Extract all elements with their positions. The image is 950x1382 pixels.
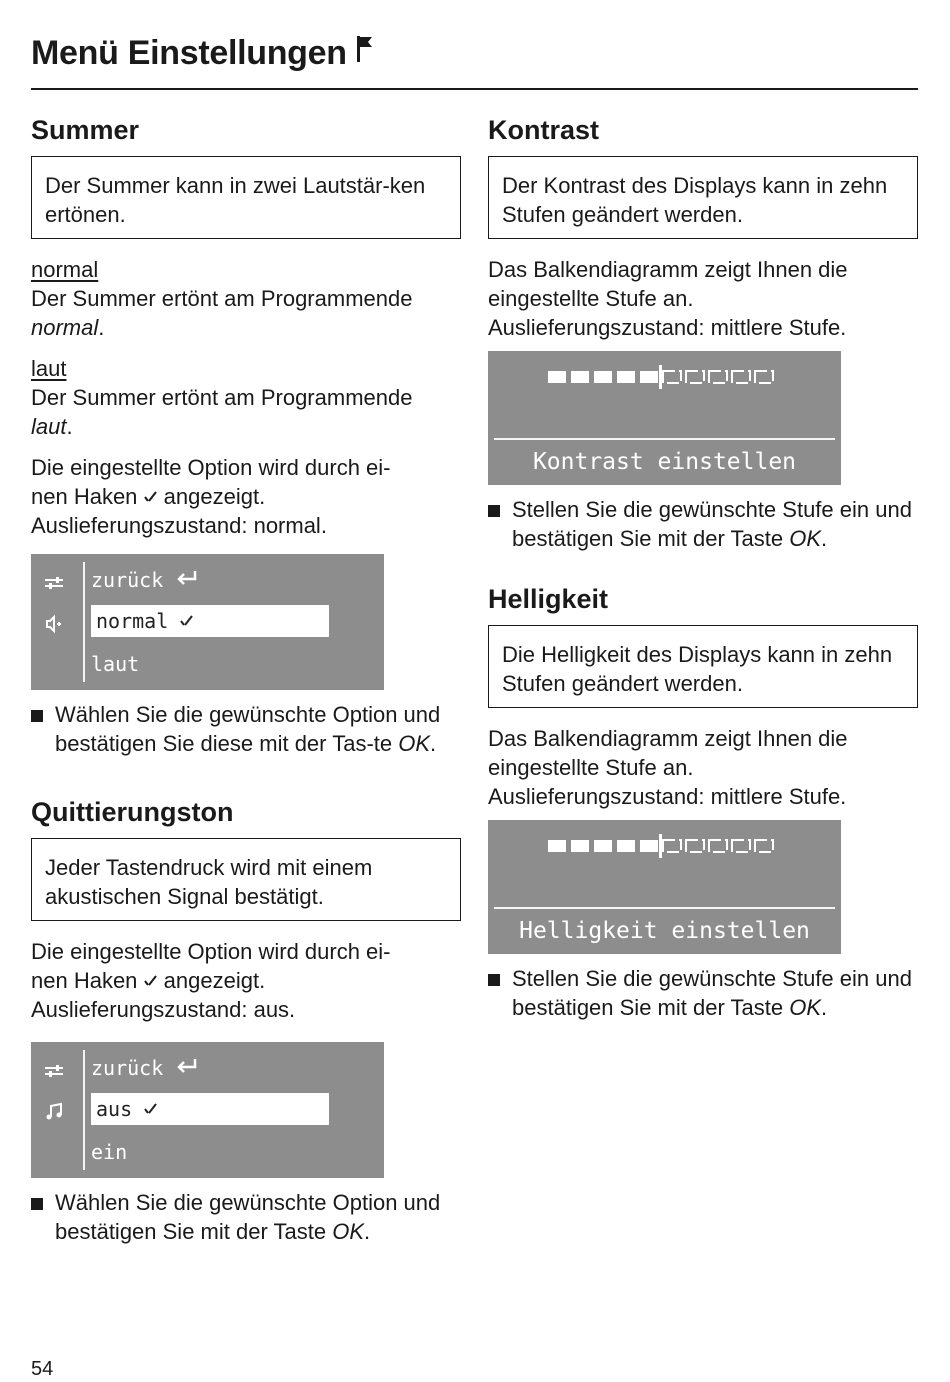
summer-display	[31, 554, 384, 690]
display-divider	[494, 438, 835, 440]
helligkeit-display	[488, 820, 841, 954]
display-selected-row	[91, 1093, 329, 1125]
level-segment	[594, 840, 612, 852]
hint-line-2b: angezeigt.	[163, 968, 266, 993]
level-marker	[659, 834, 662, 858]
display-selected-label: normal	[96, 609, 169, 633]
kontrast-display	[488, 351, 841, 485]
summer-info-box: Der Summer kann in zwei Lautstär-ken ertönen.	[31, 156, 461, 239]
section-summer	[31, 112, 461, 758]
display-selected-row	[91, 605, 329, 637]
summer-hint	[31, 453, 461, 540]
summer-option-normal: normal Der Summer ertönt am Programmende normal.	[31, 257, 413, 340]
level-segment	[732, 371, 750, 383]
ok-key-label: OK	[789, 995, 822, 1020]
helligkeit-heading: Helligkeit	[488, 584, 609, 614]
bullet-square-icon	[31, 1198, 43, 1210]
bullet-square-icon	[488, 505, 500, 517]
level-segment	[548, 371, 566, 383]
right-column	[488, 112, 918, 1022]
ok-key-label: OK	[332, 1219, 365, 1244]
display-selected-label: aus	[96, 1097, 133, 1121]
level-segment	[640, 840, 658, 852]
summer-option-laut: laut Der Summer ertönt am Programmende laut.	[31, 356, 413, 439]
level-segment	[663, 840, 681, 852]
music-note-icon	[43, 1101, 65, 1123]
option-laut-desc: Der Summer ertönt am Programmende	[31, 385, 413, 410]
section-quittierungston	[31, 794, 461, 1246]
hint-line-2b: angezeigt.	[163, 484, 266, 509]
hint-line-2a: nen Haken	[31, 484, 138, 509]
flag-icon	[355, 34, 377, 73]
summer-instruction	[31, 700, 461, 758]
display-other-label: laut	[91, 652, 140, 676]
desc-line-1: Das Balkendiagramm zeigt Ihnen die	[488, 726, 848, 751]
display-back-row	[91, 568, 199, 592]
bullet-square-icon	[488, 974, 500, 986]
checkmark-icon	[180, 609, 194, 633]
helligkeit-default: Auslieferungszustand: mittlere Stufe.	[488, 784, 847, 809]
return-arrow-icon	[175, 568, 199, 592]
quittierungston-display	[31, 1042, 384, 1178]
speaker-icon	[43, 613, 65, 635]
display-divider	[494, 907, 835, 909]
display-caption: Kontrast einstellen	[532, 449, 797, 475]
helligkeit-info-box: Die Helligkeit des Displays kann in zehn Stufen geändert werden.	[488, 625, 918, 708]
kontrast-description	[488, 255, 918, 342]
quittierungston-heading: Quittierungston	[31, 797, 234, 827]
page-title	[31, 34, 377, 73]
level-segment	[732, 840, 750, 852]
instruction-end: .	[364, 1219, 371, 1244]
desc-line-2: eingestellte Stufe an.	[488, 286, 694, 311]
settings-sliders-icon	[43, 572, 65, 594]
level-segment	[594, 371, 612, 383]
hint-line-1: Die eingestellte Option wird durch ei-	[31, 455, 391, 480]
instruction-text: Stellen Sie die gewünschte Stufe ein und bestätigen Sie mit der Taste	[512, 497, 912, 551]
quittierungston-info-box: Jeder Tastendruck wird mit einem akustischen Signal bestätigt.	[31, 838, 461, 921]
page-title-text: Menü Einstellungen	[31, 34, 347, 72]
instruction-end: .	[821, 526, 828, 551]
bullet-square-icon	[31, 710, 43, 722]
helligkeit-instruction	[488, 964, 918, 1022]
hint-line-1: Die eingestellte Option wird durch ei-	[31, 939, 391, 964]
display-back-label: zurück	[91, 568, 164, 592]
display-divider	[83, 562, 85, 682]
hint-line-2a: nen Haken	[31, 968, 138, 993]
kontrast-heading: Kontrast	[488, 115, 600, 145]
level-segment	[571, 840, 589, 852]
instruction-text: Wählen Sie die gewünschte Option und bestätigen Sie diese mit der Tas-te	[55, 702, 441, 756]
helligkeit-description	[488, 724, 918, 811]
kontrast-default: Auslieferungszustand: mittlere Stufe.	[488, 315, 847, 340]
kontrast-level-bar	[548, 363, 784, 391]
checkmark-icon	[144, 484, 158, 509]
desc-line-1: Das Balkendiagramm zeigt Ihnen die	[488, 257, 848, 282]
summer-default: Auslieferungszustand: normal.	[31, 513, 327, 538]
helligkeit-level-bar	[548, 832, 784, 860]
left-column	[31, 112, 461, 1246]
level-segment	[755, 371, 773, 383]
instruction-text: Wählen Sie die gewünschte Option und bestätigen Sie mit der Taste	[55, 1190, 441, 1244]
ok-key-label: OK	[398, 731, 431, 756]
display-back-row	[91, 1056, 199, 1080]
level-segment	[617, 840, 635, 852]
option-normal-desc: Der Summer ertönt am Programmende	[31, 286, 413, 311]
instruction-end: .	[821, 995, 828, 1020]
level-segment	[755, 840, 773, 852]
title-divider	[31, 88, 918, 90]
level-segment	[548, 840, 566, 852]
desc-line-2: eingestellte Stufe an.	[488, 755, 694, 780]
level-marker	[659, 365, 662, 389]
kontrast-instruction	[488, 495, 918, 553]
checkmark-icon	[144, 968, 158, 993]
quittierungston-hint	[31, 937, 461, 1024]
section-helligkeit	[488, 581, 918, 1022]
return-arrow-icon	[175, 1056, 199, 1080]
display-divider	[83, 1050, 85, 1170]
level-segment	[640, 371, 658, 383]
quittierungston-default: Auslieferungszustand: aus.	[31, 997, 296, 1022]
level-segment	[709, 371, 727, 383]
section-kontrast	[488, 112, 918, 553]
instruction-text: Stellen Sie die gewünschte Stufe ein und bestätigen Sie mit der Taste	[512, 966, 912, 1020]
ok-key-label: OK	[789, 526, 822, 551]
level-segment	[571, 371, 589, 383]
option-normal-value: normal	[31, 315, 99, 340]
level-segment	[663, 371, 681, 383]
level-segment	[617, 371, 635, 383]
instruction-end: .	[430, 731, 437, 756]
display-caption: Helligkeit einstellen	[519, 918, 810, 944]
kontrast-info-box: Der Kontrast des Displays kann in zehn Stufen geändert werden.	[488, 156, 918, 239]
quittierungston-instruction	[31, 1188, 461, 1246]
option-laut-label: laut	[31, 356, 67, 381]
display-back-label: zurück	[91, 1056, 164, 1080]
level-segment	[686, 840, 704, 852]
level-segment	[686, 371, 704, 383]
option-laut-value: laut	[31, 414, 67, 439]
level-segment	[709, 840, 727, 852]
page-number: 54	[31, 1358, 54, 1380]
summer-heading: Summer	[31, 115, 140, 145]
display-other-label: ein	[91, 1140, 128, 1164]
option-normal-label: normal	[31, 257, 99, 282]
settings-sliders-icon	[43, 1060, 65, 1082]
checkmark-icon	[144, 1097, 158, 1121]
